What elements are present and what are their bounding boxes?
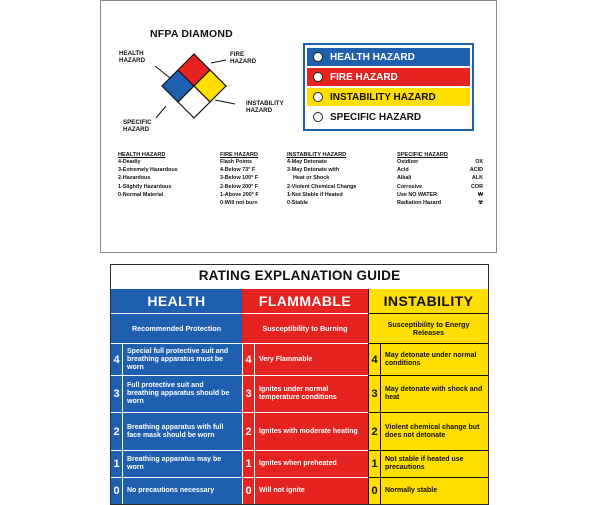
rating-description: No precautions necessary [122,478,242,504]
rating-number: 1 [371,458,378,470]
rating-number: 1 [113,458,120,470]
column-line: Heat or Shock [293,175,330,182]
specific-row [397,191,483,199]
specific-row [397,166,483,174]
column-line: Flash Points [220,159,253,165]
specific-name: Acid [397,167,409,174]
health-rating-row [111,477,242,504]
rating-number: 2 [113,425,120,438]
column-line: 0-Will not burn [220,200,258,207]
rating-number: 4 [113,353,120,366]
no-water-icon: ₩ [477,191,483,198]
column-line: 3-May Detonate with [287,167,340,174]
rating-description: May detonate with shock and heat [380,376,488,412]
legend-label-instability: INSTABILITY HAZARD [330,91,436,103]
legend-label-fire: FIRE HAZARD [330,71,398,83]
rating-description: Very Flammable [254,344,368,375]
flammable-rating-row [242,477,368,504]
legend-row-health [307,48,470,66]
health-rating-row [111,412,242,450]
rating-description: Ignites under normal temperature conditions [254,376,368,412]
instability-rating-row [368,412,488,450]
legend-row-instability [307,88,470,106]
column-line: 4-May Detonate [287,159,327,165]
rating-description: Breathing apparatus may be worn [122,451,242,477]
flammable-subheading: Susceptibility to Burning [242,313,368,343]
legend-dot [313,52,323,62]
legend-dot [313,72,323,82]
health-rating-row [111,343,242,375]
specific-row [397,174,483,182]
health-hazard-column [118,152,178,199]
rating-number: 0 [113,485,120,497]
column-line: 4-Below 73° F [220,167,256,174]
rating-description: Breathing apparatus with full face mask should be worn [122,413,242,450]
specific-row [397,158,483,166]
rating-description: Violent chemical change but does not detonate [380,413,488,450]
column-line: 0-Normal Material [118,191,164,198]
column-line: 3-Below 100° F [220,175,259,182]
column-title: INSTABILITY HAZARD [287,152,347,158]
legend-dot [313,92,323,102]
specific-code: ACID [469,167,483,174]
specific-name: Use NO WATER [397,191,438,198]
nfpa-title: NFPA DIAMOND [150,28,233,40]
rating-description: Full protective suit and breathing apparatus should be worn [122,376,242,412]
specific-row [397,183,483,191]
rating-description: Special full protective suit and breathing apparatus must be worn [122,344,242,375]
specific-code: COR [471,183,483,190]
column-title: HEALTH HAZARD [118,152,166,158]
rating-number: 2 [371,425,378,438]
specific-name: Alkali [397,175,412,182]
rating-description: Will not ignite [254,478,368,504]
column-line: 1-Slightly Hazardous [118,183,172,190]
column-line: 0-Stable [287,200,308,207]
rating-description: Ignites when preheated [254,451,368,477]
rating-number: 1 [245,458,252,470]
specific-hazard-column [397,152,483,207]
legend-row-fire [307,68,470,86]
rating-number: 0 [371,485,378,497]
instability-rating-row [368,343,488,375]
instability-rating-row [368,375,488,412]
specific-code: ALK [471,175,483,182]
legend-row-specific [307,108,470,126]
instability-rating-row [368,477,488,504]
guide-title: RATING EXPLANATION GUIDE [198,268,401,283]
rating-number: 3 [245,388,252,400]
column-line: 2-Violent Chemical Change [287,183,357,190]
health-rating-row [111,450,242,477]
diamond-label-health: HEALTH HAZARD [119,50,146,64]
column-line: 3-Extremely Hazardous [118,167,178,174]
health-rating-row [111,375,242,412]
legend-label-specific: SPECIFIC HAZARD [330,111,422,123]
health-heading: HEALTH [111,289,242,313]
column-title: SPECIFIC HAZARD [397,152,448,158]
specific-code: OX [475,159,483,165]
specific-name: Radiation Hazard [397,200,442,207]
flammable-rating-row [242,412,368,450]
hazard-legend [303,43,474,131]
rating-number: 0 [245,485,252,497]
legend-dot [313,112,323,122]
rating-description: Normally stable [380,478,488,504]
rating-number: 2 [245,425,252,438]
rating-number: 3 [371,388,378,400]
column-line: 1-Above 200° F [220,191,259,198]
flammable-rating-row [242,375,368,412]
specific-name: Oxidizer [397,159,419,165]
instability-rating-row [368,450,488,477]
column-line: 2-Hazardous [118,175,151,182]
specific-name: Corrosive [397,183,423,190]
diamond-label-fire: FIRE HAZARD [230,51,257,65]
diamond-label-specific: SPECIFIC HAZARD [123,119,152,133]
rating-number: 3 [113,388,120,400]
rating-description: May detonate under normal conditions [380,344,488,375]
instability-hazard-column [287,152,356,207]
instability-heading: INSTABILITY [368,289,488,313]
diamond-label-instability: INSTABILITY HAZARD [246,100,284,114]
column-title: FIRE HAZARD [220,152,258,158]
rating-number: 4 [245,353,252,366]
flammable-rating-row [242,450,368,477]
rating-description: Not stable if heated use precautions [380,451,488,477]
flammable-rating-row [242,343,368,375]
fire-hazard-column [220,152,259,207]
rating-number: 4 [371,353,378,366]
radiation-icon: ☢ [478,200,483,207]
specific-row [397,199,483,207]
health-subheading: Recommended Protection [111,313,242,343]
instability-subheading: Susceptibility to Energy Releases [368,313,488,343]
column-line: 4-Deadly [118,159,141,165]
legend-label-health: HEALTH HAZARD [330,51,415,63]
column-line: 1-Not Stable if Heated [287,191,343,198]
column-line: 2-Below 200° F [220,183,259,190]
flammable-heading: FLAMMABLE [242,289,368,313]
rating-description: Ignites with moderate heating [254,413,368,450]
